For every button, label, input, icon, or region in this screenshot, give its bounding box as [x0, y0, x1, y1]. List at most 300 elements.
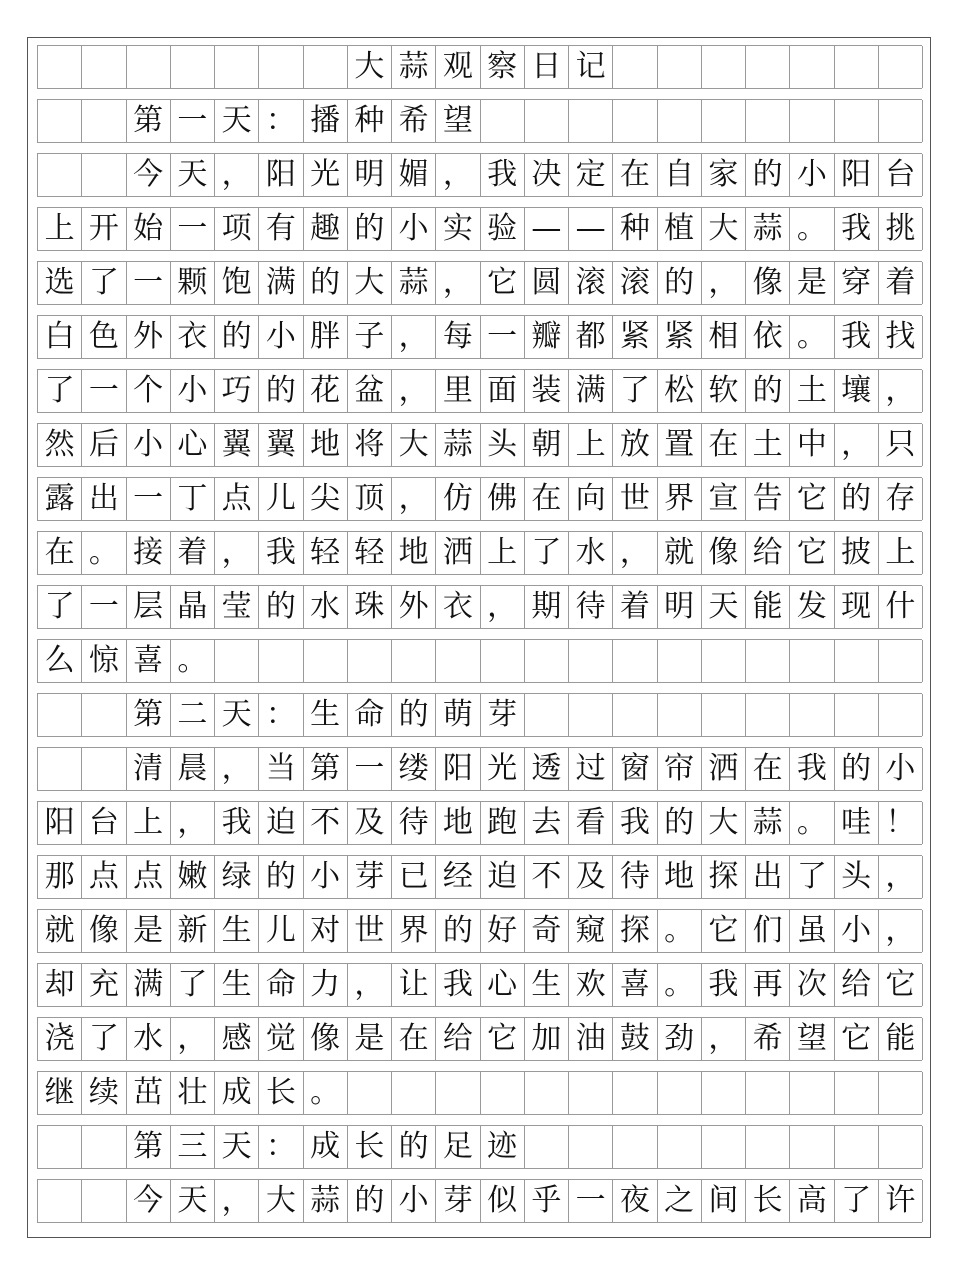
- grid-cell: [481, 100, 525, 142]
- grid-cell: 待: [569, 586, 613, 628]
- grid-cell: 二: [171, 694, 215, 736]
- grid-cell: 了: [38, 586, 82, 628]
- grid-cell: [38, 100, 82, 142]
- grid-cell: 接: [127, 532, 171, 574]
- grid-cell: 顶: [348, 478, 392, 520]
- grid-cell: 像: [304, 1018, 348, 1060]
- text-row: [37, 315, 922, 359]
- grid-cell: 第: [127, 694, 171, 736]
- grid-cell: 大: [702, 802, 746, 844]
- grid-cell: 它: [879, 964, 923, 1006]
- grid-cell: 蒜: [746, 802, 790, 844]
- grid-cell: 置: [658, 424, 702, 466]
- grid-cell: [835, 100, 879, 142]
- grid-cell: 今: [127, 154, 171, 196]
- grid-cell: [835, 640, 879, 682]
- text-row: [37, 693, 922, 737]
- grid-cell: 有: [259, 208, 303, 250]
- grid-cell: 希: [392, 100, 436, 142]
- grid-cell: 好: [481, 910, 525, 952]
- grid-cell: 。: [790, 802, 834, 844]
- grid-cell: 开: [82, 208, 126, 250]
- grid-cell: 它: [835, 1018, 879, 1060]
- grid-cell: [613, 1072, 657, 1114]
- grid-cell: 它: [790, 532, 834, 574]
- grid-cell: [613, 46, 657, 88]
- grid-cell: [613, 100, 657, 142]
- grid-cell: [82, 748, 126, 790]
- grid-cell: 后: [82, 424, 126, 466]
- grid-cell: 天: [215, 1126, 259, 1168]
- grid-cell: 上: [38, 208, 82, 250]
- grid-cell: 了: [613, 370, 657, 412]
- grid-cell: 地: [436, 802, 480, 844]
- grid-cell: 饱: [215, 262, 259, 304]
- grid-cell: ：: [259, 694, 303, 736]
- grid-cell: 三: [171, 1126, 215, 1168]
- grid-cell: ，: [215, 1180, 259, 1222]
- grid-cell: 天: [171, 154, 215, 196]
- grid-cell: 成: [304, 1126, 348, 1168]
- grid-cell: 点: [82, 856, 126, 898]
- grid-cell: 。: [790, 208, 834, 250]
- grid-cell: 喜: [127, 640, 171, 682]
- grid-cell: 一: [481, 316, 525, 358]
- grid-cell: 们: [746, 910, 790, 952]
- grid-cell: [790, 46, 834, 88]
- grid-cell: 点: [127, 856, 171, 898]
- text-row: [37, 369, 922, 413]
- grid-cell: 迹: [481, 1126, 525, 1168]
- grid-cell: 长: [348, 1126, 392, 1168]
- grid-cell: [82, 1126, 126, 1168]
- grid-cell: 窥: [569, 910, 613, 952]
- grid-cell: 阳: [259, 154, 303, 196]
- grid-cell: 了: [525, 532, 569, 574]
- grid-cell: 的: [392, 694, 436, 736]
- grid-cell: 台: [879, 154, 923, 196]
- grid-cell: 界: [658, 478, 702, 520]
- grid-cell: 的: [392, 1126, 436, 1168]
- grid-cell: 大: [348, 262, 392, 304]
- grid-cell: [304, 640, 348, 682]
- grid-cell: 芽: [481, 694, 525, 736]
- grid-cell: 虽: [790, 910, 834, 952]
- grid-cell: ，: [702, 262, 746, 304]
- grid-cell: [82, 46, 126, 88]
- grid-cell: 水: [569, 532, 613, 574]
- grid-cell: ，: [215, 532, 259, 574]
- grid-cell: 界: [392, 910, 436, 952]
- grid-cell: 希: [746, 1018, 790, 1060]
- grid-cell: ，: [215, 748, 259, 790]
- grid-cell: 宣: [702, 478, 746, 520]
- grid-cell: 我: [481, 154, 525, 196]
- grid-cell: [746, 100, 790, 142]
- grid-cell: 像: [702, 532, 746, 574]
- grid-cell: 欢: [569, 964, 613, 1006]
- grid-cell: ，: [392, 316, 436, 358]
- grid-cell: 向: [569, 478, 613, 520]
- grid-cell: [658, 694, 702, 736]
- grid-cell: [569, 640, 613, 682]
- grid-cell: [746, 694, 790, 736]
- grid-cell: [569, 100, 613, 142]
- grid-cell: 帘: [658, 748, 702, 790]
- grid-cell: [658, 1072, 702, 1114]
- grid-cell: 小: [392, 1180, 436, 1222]
- grid-cell: 头: [835, 856, 879, 898]
- text-row: [37, 801, 922, 845]
- grid-cell: 给: [835, 964, 879, 1006]
- grid-cell: [569, 1072, 613, 1114]
- grid-cell: [702, 46, 746, 88]
- grid-cell: [835, 1072, 879, 1114]
- grid-cell: [436, 1072, 480, 1114]
- grid-cell: 么: [38, 640, 82, 682]
- grid-cell: [38, 1126, 82, 1168]
- grid-cell: 现: [835, 586, 879, 628]
- grid-cell: 是: [127, 910, 171, 952]
- grid-cell: 水: [304, 586, 348, 628]
- grid-cell: 继: [38, 1072, 82, 1114]
- grid-cell: 上: [481, 532, 525, 574]
- grid-cell: [879, 694, 923, 736]
- grid-cell: 在: [38, 532, 82, 574]
- grid-cell: 第: [127, 100, 171, 142]
- grid-cell: 阳: [436, 748, 480, 790]
- grid-cell: 珠: [348, 586, 392, 628]
- grid-cell: 中: [790, 424, 834, 466]
- grid-cell: 明: [658, 586, 702, 628]
- grid-cell: 着: [879, 262, 923, 304]
- grid-cell: [436, 640, 480, 682]
- grid-cell: [525, 640, 569, 682]
- grid-cell: 命: [348, 694, 392, 736]
- grid-cell: 我: [259, 532, 303, 574]
- grid-cell: 。: [658, 964, 702, 1006]
- grid-cell: ，: [215, 154, 259, 196]
- grid-cell: [702, 1126, 746, 1168]
- grid-cell: 它: [481, 262, 525, 304]
- grid-cell: 种: [348, 100, 392, 142]
- grid-cell: 对: [304, 910, 348, 952]
- grid-cell: 发: [790, 586, 834, 628]
- grid-cell: 大: [259, 1180, 303, 1222]
- grid-cell: 蒜: [392, 46, 436, 88]
- grid-cell: 颗: [171, 262, 215, 304]
- grid-cell: 一: [171, 208, 215, 250]
- grid-cell: 播: [304, 100, 348, 142]
- grid-cell: 看: [569, 802, 613, 844]
- grid-cell: 成: [215, 1072, 259, 1114]
- text-row: [37, 855, 922, 899]
- grid-cell: 却: [38, 964, 82, 1006]
- grid-cell: [171, 46, 215, 88]
- grid-cell: [304, 46, 348, 88]
- grid-cell: 大: [348, 46, 392, 88]
- grid-cell: 当: [259, 748, 303, 790]
- grid-cell: 佛: [481, 478, 525, 520]
- grid-cell: 胖: [304, 316, 348, 358]
- grid-cell: 在: [702, 424, 746, 466]
- grid-cell: 什: [879, 586, 923, 628]
- grid-cell: 轻: [304, 532, 348, 574]
- grid-cell: [835, 694, 879, 736]
- grid-cell: 夜: [613, 1180, 657, 1222]
- grid-cell: 壤: [835, 370, 879, 412]
- grid-cell: 的: [304, 262, 348, 304]
- text-row: [37, 207, 922, 251]
- grid-cell: 面: [481, 370, 525, 412]
- grid-cell: [879, 1126, 923, 1168]
- grid-cell: 嫩: [171, 856, 215, 898]
- grid-cell: ：: [259, 100, 303, 142]
- grid-cell: 不: [525, 856, 569, 898]
- text-row: [37, 99, 922, 143]
- grid-cell: 。: [304, 1072, 348, 1114]
- grid-cell: 。: [658, 910, 702, 952]
- grid-cell: 了: [835, 1180, 879, 1222]
- grid-cell: 蒜: [746, 208, 790, 250]
- grid-cell: 种: [613, 208, 657, 250]
- grid-cell: 小: [392, 208, 436, 250]
- grid-cell: 生: [304, 694, 348, 736]
- grid-cell: 圆: [525, 262, 569, 304]
- text-row: [37, 477, 922, 521]
- grid-cell: 里: [436, 370, 480, 412]
- grid-cell: 心: [171, 424, 215, 466]
- grid-cell: 光: [304, 154, 348, 196]
- grid-cell: 像: [746, 262, 790, 304]
- grid-cell: 光: [481, 748, 525, 790]
- grid-cell: 朝: [525, 424, 569, 466]
- grid-cell: 我: [613, 802, 657, 844]
- grid-cell: ，: [171, 802, 215, 844]
- grid-cell: 然: [38, 424, 82, 466]
- grid-cell: 次: [790, 964, 834, 1006]
- grid-cell: 续: [82, 1072, 126, 1114]
- grid-cell: [348, 640, 392, 682]
- grid-cell: [702, 640, 746, 682]
- grid-cell: 油: [569, 1018, 613, 1060]
- grid-cell: 层: [127, 586, 171, 628]
- grid-cell: 一: [82, 370, 126, 412]
- grid-cell: 上: [569, 424, 613, 466]
- grid-cell: 衣: [436, 586, 480, 628]
- grid-cell: 媚: [392, 154, 436, 196]
- grid-cell: [38, 748, 82, 790]
- grid-cell: [525, 694, 569, 736]
- grid-cell: 地: [658, 856, 702, 898]
- grid-cell: 小: [835, 910, 879, 952]
- grid-cell: [879, 1072, 923, 1114]
- grid-cell: 不: [304, 802, 348, 844]
- grid-cell: ，: [835, 424, 879, 466]
- grid-cell: ，: [348, 964, 392, 1006]
- grid-cell: [613, 694, 657, 736]
- grid-cell: 能: [746, 586, 790, 628]
- grid-cell: 洒: [702, 748, 746, 790]
- grid-cell: 在: [613, 154, 657, 196]
- text-row: [37, 747, 922, 791]
- grid-cell: 瓣: [525, 316, 569, 358]
- grid-cell: 探: [702, 856, 746, 898]
- grid-cell: 的: [658, 262, 702, 304]
- grid-cell: [658, 46, 702, 88]
- grid-cell: 蒜: [436, 424, 480, 466]
- grid-cell: [658, 100, 702, 142]
- grid-cell: 一: [348, 748, 392, 790]
- grid-cell: 露: [38, 478, 82, 520]
- grid-cell: 。: [82, 532, 126, 574]
- grid-cell: [835, 1126, 879, 1168]
- grid-cell: 小: [879, 748, 923, 790]
- grid-cell: 今: [127, 1180, 171, 1222]
- grid-cell: 个: [127, 370, 171, 412]
- grid-cell: 世: [348, 910, 392, 952]
- grid-cell: 待: [613, 856, 657, 898]
- grid-cell: 。: [171, 640, 215, 682]
- grid-cell: [82, 154, 126, 196]
- grid-cell: 经: [436, 856, 480, 898]
- grid-cell: 天: [702, 586, 746, 628]
- grid-cell: 心: [481, 964, 525, 1006]
- grid-cell: 花: [304, 370, 348, 412]
- grid-cell: 茁: [127, 1072, 171, 1114]
- grid-cell: 决: [525, 154, 569, 196]
- grid-cell: 上: [879, 532, 923, 574]
- grid-cell: 巧: [215, 370, 259, 412]
- grid-cell: 轻: [348, 532, 392, 574]
- text-row: [37, 153, 922, 197]
- grid-cell: 待: [392, 802, 436, 844]
- grid-cell: 存: [879, 478, 923, 520]
- grid-cell: ，: [879, 856, 923, 898]
- grid-cell: 我: [702, 964, 746, 1006]
- grid-cell: ，: [613, 532, 657, 574]
- grid-cell: 趣: [304, 208, 348, 250]
- grid-cell: 壮: [171, 1072, 215, 1114]
- grid-cell: 披: [835, 532, 879, 574]
- grid-cell: 头: [481, 424, 525, 466]
- grid-cell: [658, 640, 702, 682]
- grid-cell: 选: [38, 262, 82, 304]
- grid-cell: ，: [171, 1018, 215, 1060]
- grid-cell: 它: [790, 478, 834, 520]
- grid-cell: 天: [215, 100, 259, 142]
- grid-cell: [746, 640, 790, 682]
- grid-cell: ：: [259, 1126, 303, 1168]
- grid-cell: 植: [658, 208, 702, 250]
- grid-cell: [82, 694, 126, 736]
- grid-cell: 新: [171, 910, 215, 952]
- grid-cell: 。: [790, 316, 834, 358]
- text-row: [37, 531, 922, 575]
- grid-cell: [259, 640, 303, 682]
- grid-cell: 盆: [348, 370, 392, 412]
- grid-cell: 的: [259, 370, 303, 412]
- grid-cell: 期: [525, 586, 569, 628]
- grid-cell: ，: [392, 370, 436, 412]
- grid-cell: 莹: [215, 586, 259, 628]
- grid-cell: [746, 46, 790, 88]
- grid-cell: 小: [171, 370, 215, 412]
- grid-cell: 惊: [82, 640, 126, 682]
- grid-cell: [82, 1180, 126, 1222]
- grid-cell: 生: [215, 910, 259, 952]
- grid-cell: 一: [171, 100, 215, 142]
- grid-cell: 的: [348, 208, 392, 250]
- grid-cell: 命: [259, 964, 303, 1006]
- grid-cell: ！: [879, 802, 923, 844]
- grid-cell: 依: [746, 316, 790, 358]
- grid-cell: 地: [392, 532, 436, 574]
- grid-cell: 了: [82, 1018, 126, 1060]
- grid-cell: 软: [702, 370, 746, 412]
- grid-cell: 了: [82, 262, 126, 304]
- grid-cell: 萌: [436, 694, 480, 736]
- grid-cell: 挑: [879, 208, 923, 250]
- grid-cell: 透: [525, 748, 569, 790]
- grid-cell: 喜: [613, 964, 657, 1006]
- grid-cell: 晶: [171, 586, 215, 628]
- grid-cell: [790, 1072, 834, 1114]
- text-row: [37, 585, 922, 629]
- grid-cell: 土: [790, 370, 834, 412]
- grid-cell: [835, 46, 879, 88]
- grid-cell: 儿: [259, 910, 303, 952]
- grid-cell: [702, 100, 746, 142]
- grid-cell: 劲: [658, 1018, 702, 1060]
- grid-cell: 相: [702, 316, 746, 358]
- grid-cell: 滚: [613, 262, 657, 304]
- grid-cell: [879, 100, 923, 142]
- grid-cell: 之: [658, 1180, 702, 1222]
- grid-cell: 第: [304, 748, 348, 790]
- grid-cell: 长: [746, 1180, 790, 1222]
- grid-cell: [569, 1126, 613, 1168]
- grid-cell: 小: [304, 856, 348, 898]
- grid-cell: [38, 154, 82, 196]
- grid-cell: 我: [215, 802, 259, 844]
- grid-cell: [215, 46, 259, 88]
- grid-cell: 足: [436, 1126, 480, 1168]
- grid-cell: [613, 640, 657, 682]
- grid-cell: ，: [879, 370, 923, 412]
- manuscript-grid: [37, 45, 922, 1233]
- grid-cell: [215, 640, 259, 682]
- grid-cell: 我: [835, 316, 879, 358]
- title-row: [37, 45, 922, 89]
- grid-cell: 一: [127, 262, 171, 304]
- grid-cell: [38, 694, 82, 736]
- grid-cell: [746, 1072, 790, 1114]
- grid-cell: ，: [436, 262, 480, 304]
- grid-cell: 天: [171, 1180, 215, 1222]
- grid-cell: 装: [525, 370, 569, 412]
- grid-cell: 晨: [171, 748, 215, 790]
- grid-cell: 浇: [38, 1018, 82, 1060]
- grid-cell: 放: [613, 424, 657, 466]
- grid-cell: 让: [392, 964, 436, 1006]
- grid-cell: 白: [38, 316, 82, 358]
- grid-cell: 着: [613, 586, 657, 628]
- grid-cell: 日: [525, 46, 569, 88]
- grid-cell: 满: [127, 964, 171, 1006]
- grid-cell: [569, 694, 613, 736]
- grid-cell: ，: [879, 910, 923, 952]
